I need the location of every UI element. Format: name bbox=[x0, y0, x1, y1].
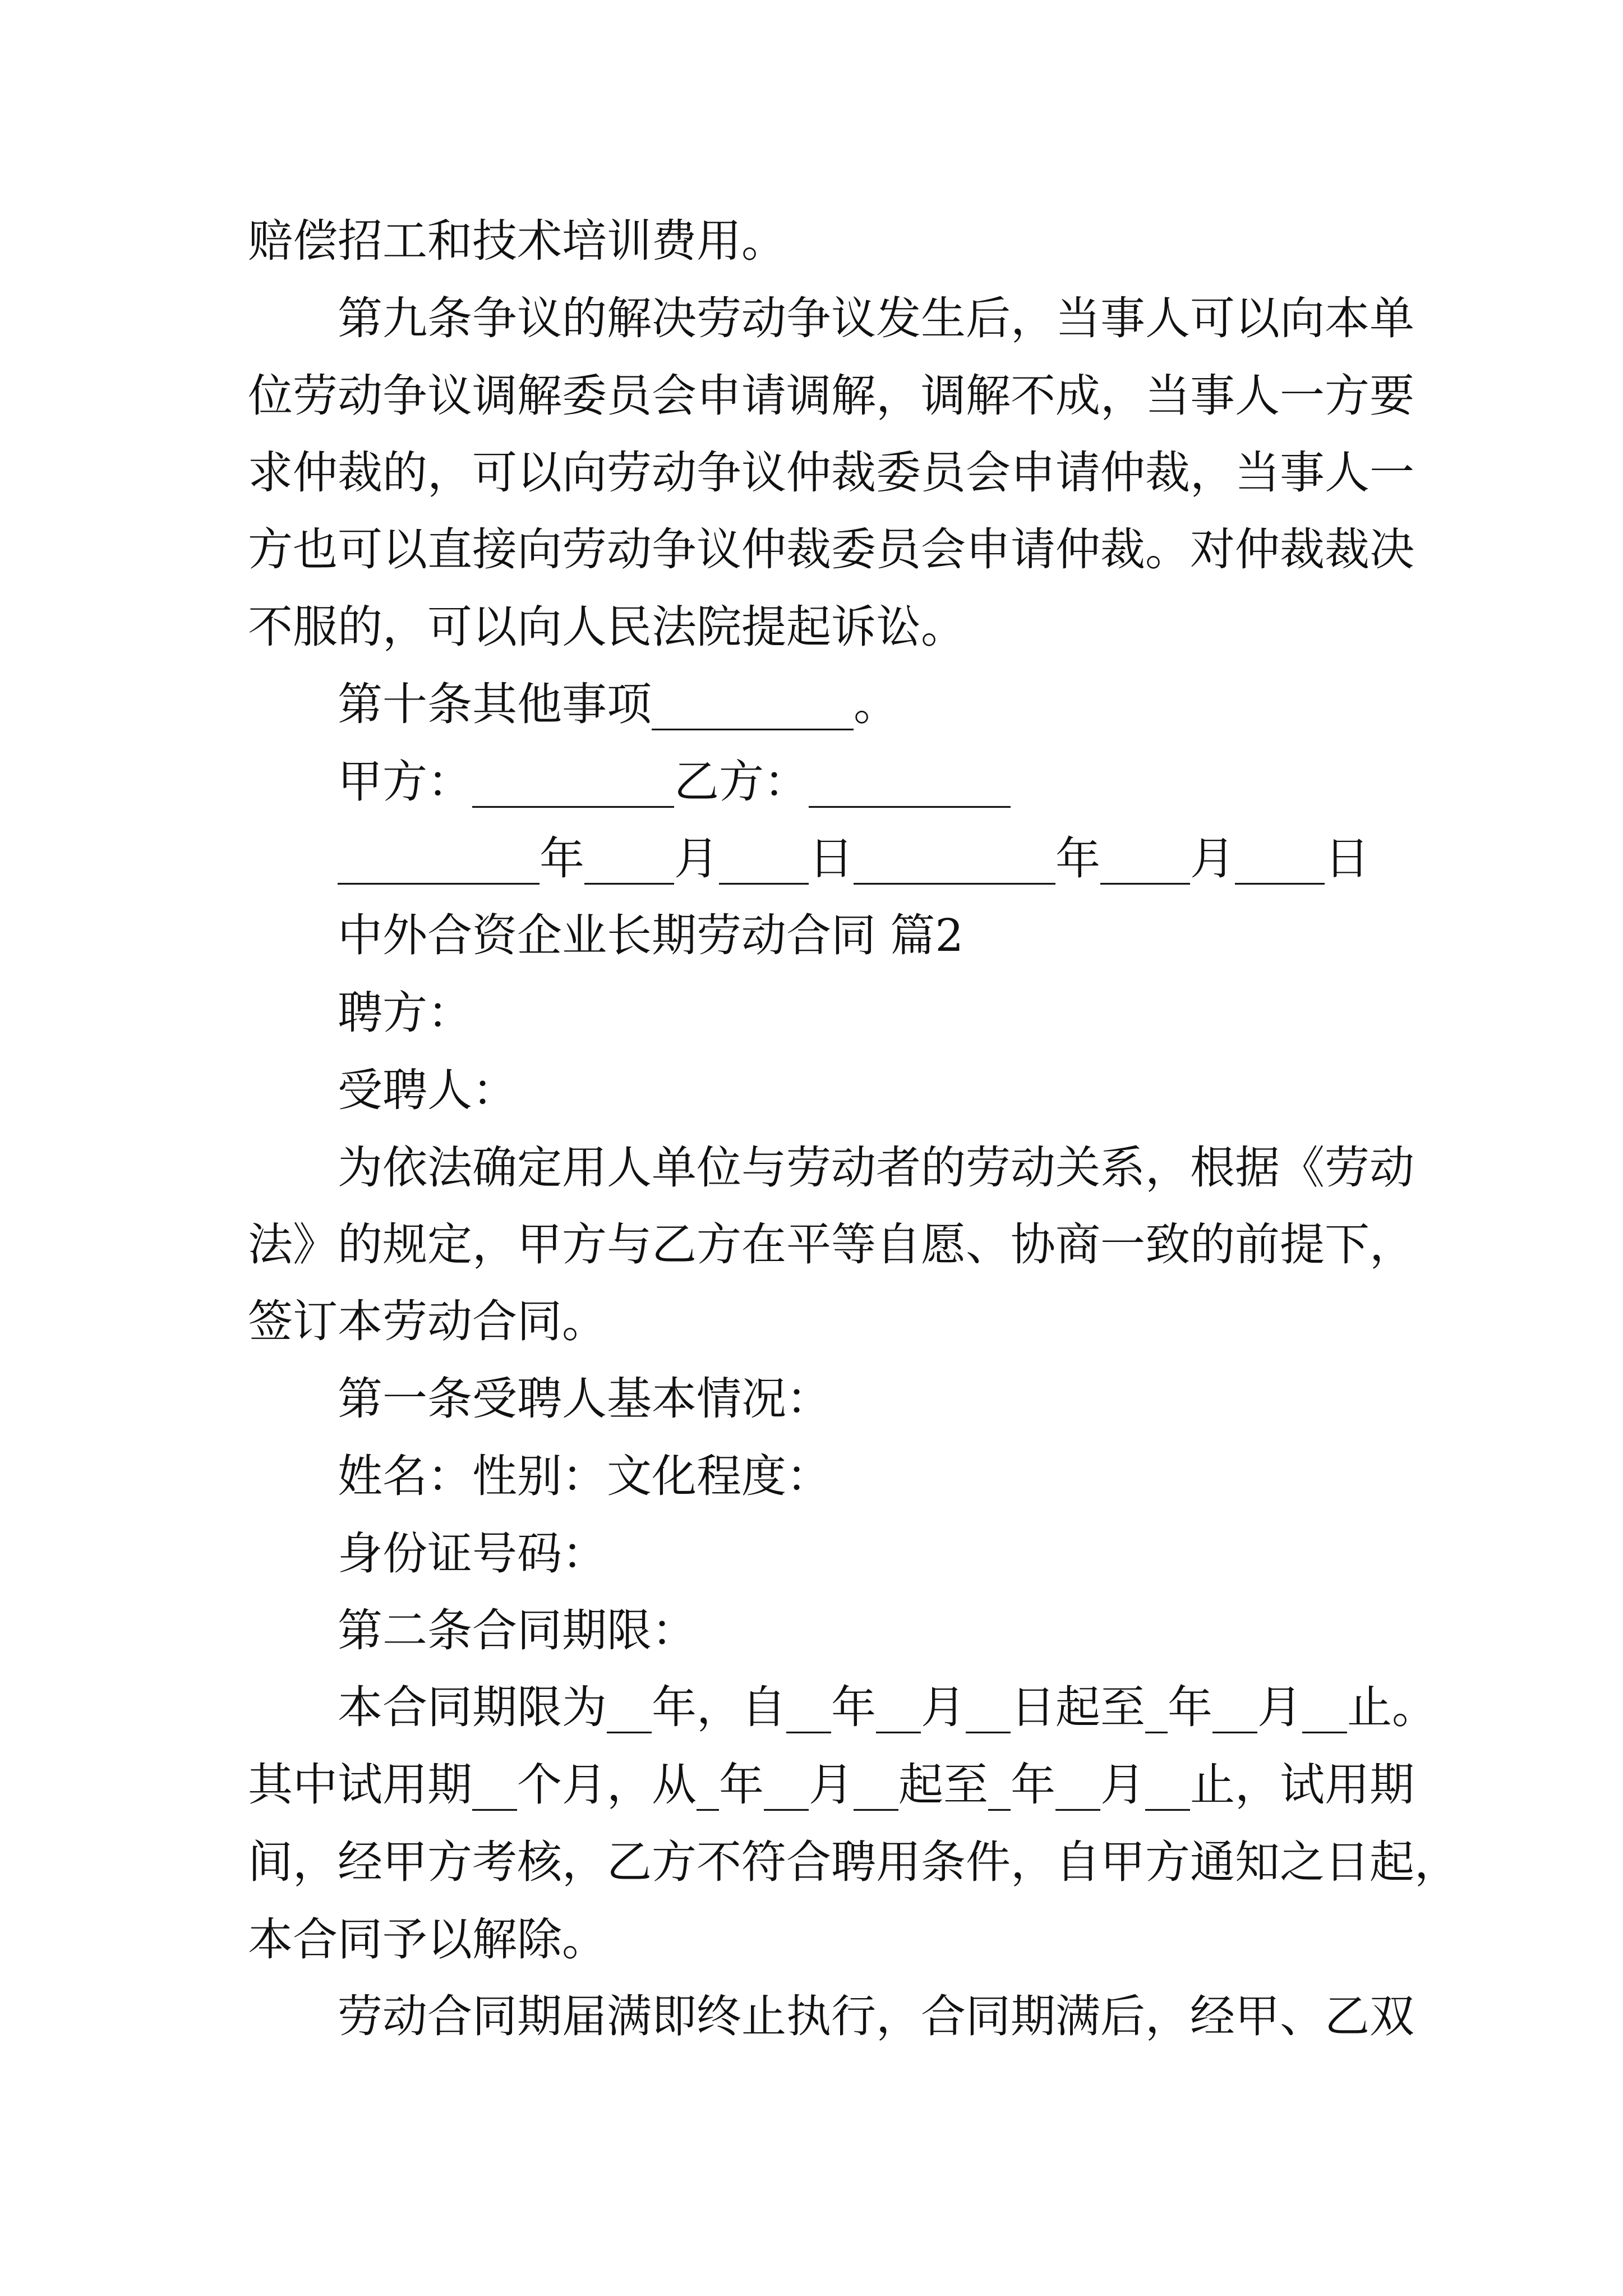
text-line: 不服的，可以向人民法院提起诉讼。 bbox=[248, 601, 966, 653]
text-line: 受聘人： bbox=[338, 1064, 517, 1116]
text-line: 中外合资企业长期劳动合同 篇2 bbox=[338, 909, 964, 961]
text-line: 第二条合同期限： bbox=[338, 1604, 697, 1657]
text-line: 聘方： bbox=[338, 987, 472, 1039]
text-line: 间，经甲方考核，乙方不符合聘用条件，自甲方通知之日起， bbox=[248, 1836, 1459, 1888]
text-line: 为依法确定用人单位与劳动者的劳动关系，根据《劳动 bbox=[338, 1142, 1414, 1194]
text-line: 姓名：性别：文化程度： bbox=[338, 1450, 831, 1502]
text-line: 第一条受聘人基本情况： bbox=[338, 1373, 831, 1425]
text-line: 本合同期限为__年，自__年__月__日起至_年__月__止。 bbox=[338, 1681, 1437, 1733]
text-line: 签订本劳动合同。 bbox=[248, 1295, 607, 1347]
text-line: 第九条争议的解决劳动争议发生后，当事人可以向本单 bbox=[338, 292, 1414, 344]
text-line: 赔偿招工和技术培训费用。 bbox=[248, 215, 786, 267]
text-line: 位劳动争议调解委员会申请调解，调解不成，当事人一方要 bbox=[248, 370, 1414, 422]
text-line: 第十条其他事项_________。 bbox=[338, 678, 898, 730]
text-line: 方也可以直接向劳动争议仲裁委员会申请仲裁。对仲裁裁决 bbox=[248, 523, 1414, 576]
text-line: 劳动合同期届满即终止执行，合同期满后，经甲、乙双 bbox=[338, 1990, 1414, 2042]
text-line: 本合同予以解除。 bbox=[248, 1913, 607, 1966]
text-line: 求仲裁的，可以向劳动争议仲裁委员会申请仲裁，当事人一 bbox=[248, 447, 1414, 499]
text-line: 法》的规定，甲方与乙方在平等自愿、协商一致的前提下， bbox=[248, 1218, 1414, 1271]
text-line: 甲方：_________乙方：_________ bbox=[338, 756, 1011, 808]
text-line: 身份证号码： bbox=[338, 1527, 607, 1580]
text-line: _________年____月____日_________年____月____日 bbox=[338, 832, 1370, 885]
text-line: 其中试用期__个月，从_年__月__起至_年__月__止，试用期 bbox=[248, 1759, 1414, 1811]
